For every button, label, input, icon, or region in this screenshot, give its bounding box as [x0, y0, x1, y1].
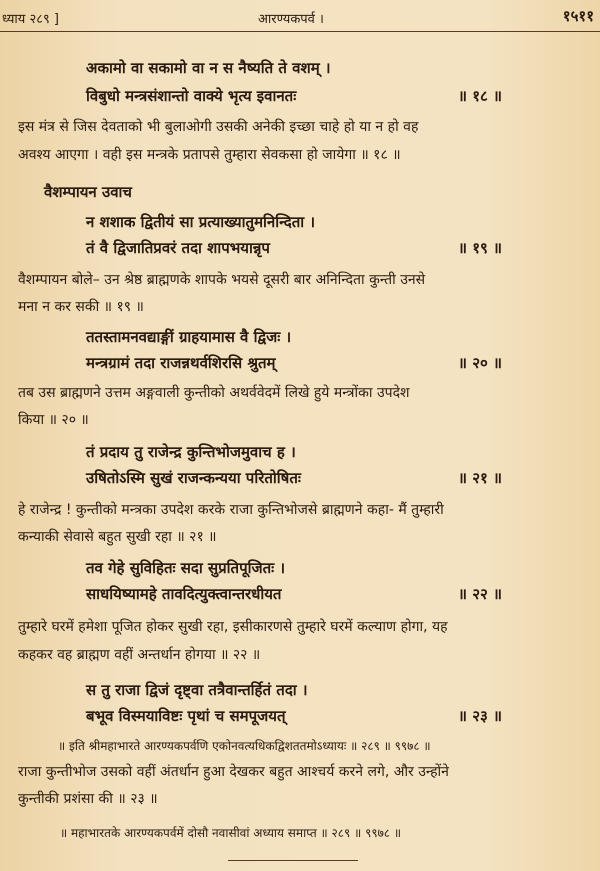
bottom-rule: [228, 860, 358, 861]
verse-number: ॥ २१ ॥: [458, 469, 503, 487]
prose-line: तब उस ब्राह्मणने उत्तम अङ्गवाली कुन्तीको अथर्ववेदमें लिखे हुये मन्त्रोंका उपदेश: [18, 385, 410, 401]
header-rule: [0, 31, 600, 32]
verse-line: विबुधो मन्त्रसंशान्तो वाक्ये भृत्य इवानतः: [86, 87, 297, 105]
verse-line: साधयिष्यामहे तावदित्युक्त्वान्तरधीयत: [86, 585, 282, 603]
verse-line: तं वै द्विजातिप्रवरं तदा शापभयान्नृप: [86, 239, 270, 257]
colophon-hindi: ॥ महाभारतके आरण्यकपर्वमें दोसौ नवासीवां अध्याय समाप्त ॥ २८९ ॥ ९९७८ ॥: [60, 826, 402, 840]
prose-line: कुन्तीकी प्रशंसा की ॥ २३ ॥: [18, 791, 158, 807]
verse-line: ततस्तामनवद्याङ्गीं ग्राहयामास वै द्विजः ।: [86, 328, 292, 346]
speaker-heading: वैशम्पायन उवाच: [44, 183, 132, 201]
prose-line: राजा कुन्तीभोज उसको वहीं अंतर्धान हुआ देखकर बहुत आश्चर्य करने लगे, और उन्होंने: [18, 764, 449, 780]
prose-line: तुम्हारे घरमें हमेशा पूजित होकर सुखी रहा, इसीकारणसे तुम्हारे घरमें कल्याण होगा, यह: [18, 619, 448, 635]
colophon-sanskrit: ॥ इति श्रीमहाभारते आरण्यकपर्वणि एकोनवत्यधिकद्विशततमोऽध्यायः ॥ २८९ ॥ ९९७८ ॥: [58, 739, 431, 753]
section-title: आरण्यकपर्व ।: [258, 12, 324, 27]
verse-line: तं प्रदाय तु राजेन्द्र कुन्तिभोजमुवाच ह ।: [86, 443, 296, 461]
prose-line: मना न कर सकी ॥ १९ ॥: [18, 299, 144, 315]
verse-number: ॥ १९ ॥: [458, 239, 503, 257]
verse-line: उषितोऽस्मि सुखं राजन्कन्यया परितोषितः: [86, 469, 301, 487]
prose-line: कहकर वह ब्राह्मण वहीं अन्तर्धान होगया ॥ २२ ॥: [18, 647, 261, 663]
prose-line: अवश्य आएगा । वही इस मन्त्रके प्रतापसे तुम्हारा सेवकसा हो जायेगा ॥ १८ ॥: [18, 147, 401, 163]
verse-line: मन्त्रग्रामं तदा राजन्नथर्वशिरसि श्रुतम्: [86, 354, 276, 372]
page-header: [0, 0, 600, 32]
verse-line: न शशाक द्वितीयं सा प्रत्याख्यातुमनिन्दिता ।: [86, 213, 316, 231]
verse-line: तव गेहे सुविहितः सदा सुप्रतिपूजितः ।: [86, 559, 286, 577]
prose-line: कन्याकी सेवासे बहुत सुखी रहा ॥ २१ ॥: [18, 529, 217, 545]
verse-number: ॥ १८ ॥: [458, 87, 503, 105]
prose-line: इस मंत्र से जिस देवताको भी बुलाओगी उसकी अनेकी इच्छा चाहे हो या न हो वह: [18, 119, 419, 135]
page-number: १५११: [562, 7, 594, 25]
verse-number: ॥ २२ ॥: [458, 585, 503, 603]
prose-line: हे राजेन्द्र ! कुन्तीको मन्त्रका उपदेश करके राजा कुन्तिभोजसे ब्राह्मणने कहा- मैं तुम्हारी: [18, 502, 444, 518]
verse-number: ॥ २० ॥: [458, 354, 503, 372]
chapter-number: ध्याय २८९ ]: [2, 12, 59, 27]
verse-line: बभूव विस्मयाविष्टः पृथां च समपूजयत्: [86, 707, 286, 725]
verse-number: ॥ २३ ॥: [458, 707, 503, 725]
verse-line: अकामो वा सकामो वा न स नैष्यति ते वशम् ।: [86, 59, 331, 77]
verse-line: स तु राजा द्विजं दृष्ट्वा तत्रैवान्तर्हितं तदा ।: [86, 681, 308, 699]
prose-line: वैशम्पायन बोले– उन श्रेष्ठ ब्राह्मणके शापके भयसे दूसरी बार अनिन्दिता कुन्ती उनसे: [18, 272, 426, 288]
prose-line: किया ॥ २० ॥: [18, 412, 89, 428]
